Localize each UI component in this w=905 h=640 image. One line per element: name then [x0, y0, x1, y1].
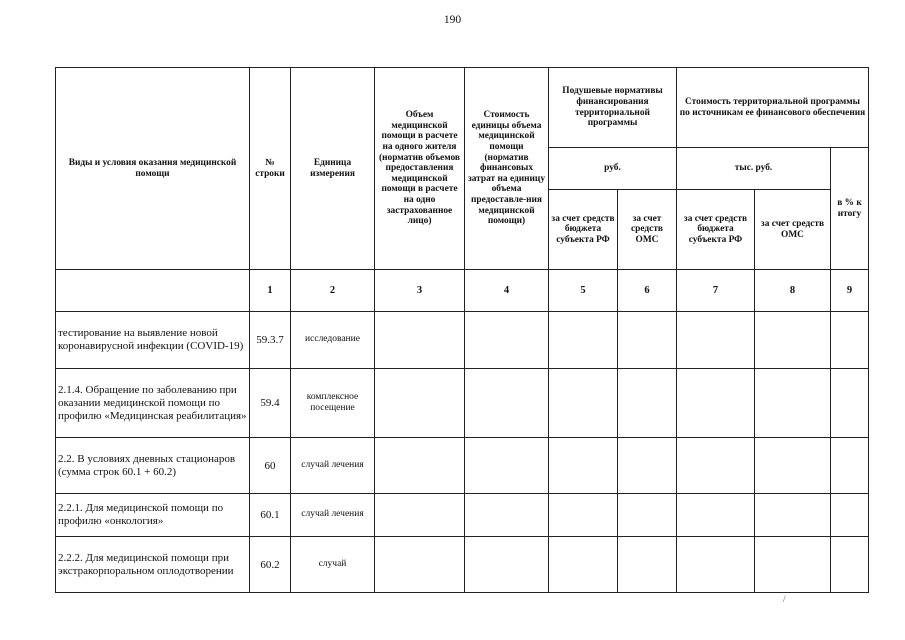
column-number: 7 [677, 270, 755, 312]
header-unit-thousand-rub: тыс. руб. [677, 148, 831, 190]
header-oms-6: за счет средств ОМС [618, 190, 677, 270]
table-row [56, 369, 869, 438]
column-number: 6 [618, 270, 677, 312]
row-name: 2.1.4. Обращение по заболеванию при оказании медицинской помощи по профилю «Медицинская реабилитация» [56, 369, 250, 438]
header-volume: Объем медицинской помощи в расчете на одного жителя (норматив объемов предоставления медицинской помощи в расчете на одно застрахованное лицо) [375, 68, 465, 270]
row-name: тестирование на выявление новой коронавирусной инфекции (COVID-19) [56, 312, 250, 369]
header-oms-8: за счет средств ОМС [755, 190, 831, 270]
row-code: 59.4 [250, 369, 291, 438]
row-unit: случай лечения [291, 438, 375, 494]
column-number-row [56, 270, 869, 312]
column-number: 8 [755, 270, 831, 312]
row-name: 2.2. В условиях дневных стационаров (сумма строк 60.1 + 60.2) [56, 438, 250, 494]
header-kind: Виды и условия оказания медицинской помощи [56, 68, 250, 270]
header-percent: в % к итогу [831, 148, 869, 270]
table-row [56, 438, 869, 494]
header-unit: Единица измерения [291, 68, 375, 270]
column-number: 1 [250, 270, 291, 312]
row-unit: исследование [291, 312, 375, 369]
header-unit-rub: руб. [549, 148, 677, 190]
column-number: 4 [465, 270, 549, 312]
row-code: 60 [250, 438, 291, 494]
column-number: 9 [831, 270, 869, 312]
row-code: 60.1 [250, 494, 291, 537]
column-number: 5 [549, 270, 618, 312]
header-budget-5: за счет средств бюджета субъекта РФ [549, 190, 618, 270]
row-code: 60.2 [250, 537, 291, 593]
row-code: 59.3.7 [250, 312, 291, 369]
header-row-no: № строки [250, 68, 291, 270]
table-row [56, 494, 869, 537]
financing-table [55, 67, 869, 593]
row-unit: комплексное посещение [291, 369, 375, 438]
table-row [56, 537, 869, 593]
row-unit: случай лечения [291, 494, 375, 537]
row-name: 2.2.2. Для медицинской помощи при экстракорпоральном оплодотворении [56, 537, 250, 593]
page-number: 190 [443, 14, 462, 26]
header-cost: Стоимость единицы объема медицинской помощи (норматив финансовых затрат на единицу объема предоставле-ния медицинской помощи) [465, 68, 549, 270]
header-budget-7: за счет средств бюджета субъекта РФ [677, 190, 755, 270]
column-number: 2 [291, 270, 375, 312]
header-percapita-group: Подушевые нормативы финансирования территориальной программы [549, 68, 677, 148]
scan-mark: / [783, 594, 786, 604]
row-unit: случай [291, 537, 375, 593]
header-territorial-group: Стоимость территориальной программы по источникам ее финансового обеспечения [677, 68, 869, 148]
table-row [56, 312, 869, 369]
column-number-blank [56, 270, 250, 312]
column-number: 3 [375, 270, 465, 312]
row-name: 2.2.1. Для медицинской помощи по профилю «онкология» [56, 494, 250, 537]
